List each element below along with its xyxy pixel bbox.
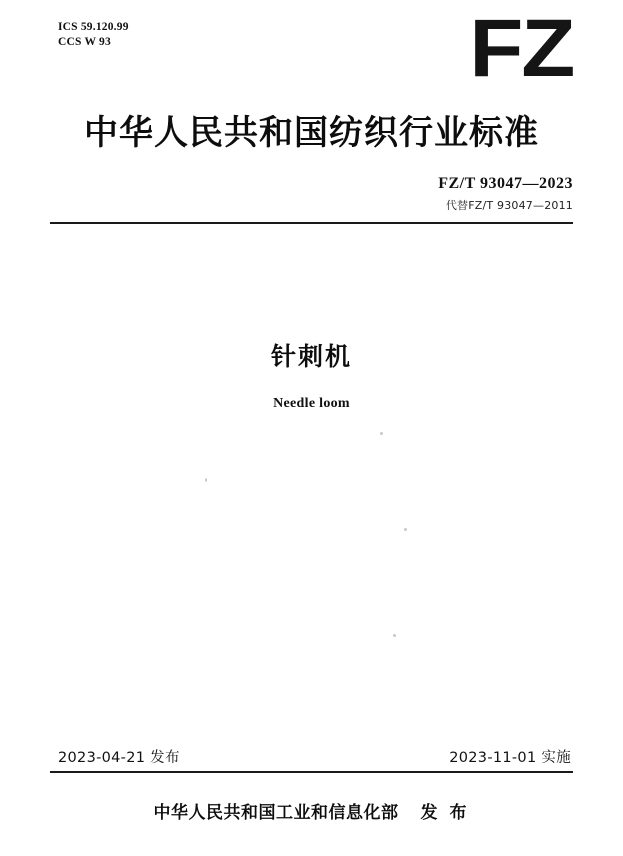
divider-top bbox=[50, 222, 573, 224]
document-title-en: Needle loom bbox=[273, 396, 350, 411]
publisher bbox=[0, 798, 623, 823]
classification-codes bbox=[58, 20, 129, 50]
scan-speck bbox=[380, 432, 383, 435]
effective-date: 2023-11-01 实施 bbox=[449, 750, 571, 766]
series-title: 中华人民共和国纺织行业标准 bbox=[84, 113, 539, 153]
scan-speck bbox=[404, 528, 407, 531]
publisher-verb: 发 布 bbox=[420, 803, 470, 823]
fz-logo: FZ bbox=[469, 3, 573, 94]
document-title-cn: 针刺机 bbox=[270, 342, 352, 371]
standard-replaces: 代替FZ/T 93047—2011 bbox=[445, 199, 573, 212]
issue-date: 2023-04-21 发布 bbox=[58, 750, 180, 766]
ics-code: ICS 59.120.99 bbox=[58, 21, 129, 33]
publisher-name: 中华人民共和国工业和信息化部 bbox=[153, 803, 399, 823]
divider-bottom bbox=[50, 771, 573, 773]
standard-number: FZ/T 93047—2023 bbox=[438, 175, 573, 192]
scan-speck bbox=[393, 634, 396, 637]
ccs-code: CCS W 93 bbox=[58, 36, 111, 48]
scan-speck bbox=[205, 478, 207, 482]
